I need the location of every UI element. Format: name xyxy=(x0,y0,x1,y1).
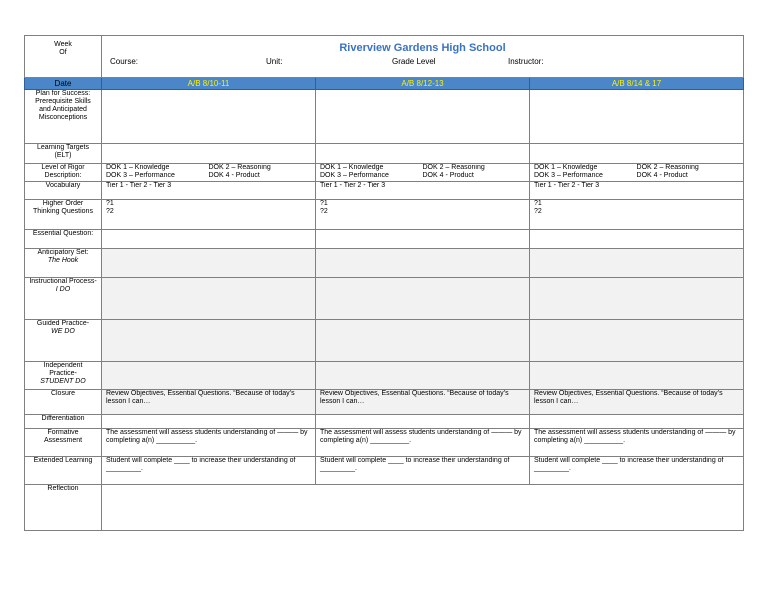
q2: ?2 xyxy=(106,208,114,215)
row-vocab xyxy=(25,182,744,200)
dok4: DOK 4 - Product xyxy=(636,172,688,179)
fa-label: Formative Assessment xyxy=(25,429,102,457)
elt-label: Learning Targets (ELT) xyxy=(25,144,102,164)
ind-label xyxy=(25,362,102,390)
cell[interactable] xyxy=(316,320,530,362)
reflection-cell[interactable] xyxy=(102,485,744,531)
ip-label xyxy=(25,278,102,320)
vocab-cell-1[interactable]: Tier 1 - Tier 2 - Tier 3 xyxy=(102,182,316,200)
cell[interactable] xyxy=(530,362,744,390)
eq-label: Essential Question: xyxy=(25,230,102,249)
rigor-label: Level of Rigor Description: xyxy=(25,164,102,182)
cell[interactable] xyxy=(530,249,744,278)
hook-label-b: The Hook xyxy=(47,257,79,264)
ind-label-a: Independent Practice- xyxy=(43,362,83,377)
date-col-2: A/B 8/12-13 xyxy=(316,78,530,90)
gp-label-b: WE DO xyxy=(51,328,75,335)
row-ip xyxy=(25,278,744,320)
cell[interactable] xyxy=(316,249,530,278)
dok1: DOK 1 – Knowledge xyxy=(106,164,170,171)
fa-cell-1[interactable]: The assessment will assess students understanding of ——— by completing a(n) __________. xyxy=(102,429,316,457)
row-elt xyxy=(25,144,744,164)
cell[interactable] xyxy=(530,278,744,320)
q2: ?2 xyxy=(534,208,542,215)
date-col-1: A/B 8/10-11 xyxy=(102,78,316,90)
cell[interactable] xyxy=(102,320,316,362)
hot-cell-3[interactable] xyxy=(530,200,744,230)
dok4: DOK 4 - Product xyxy=(208,172,260,179)
row-ind xyxy=(25,362,744,390)
lesson-plan-table xyxy=(24,35,744,531)
closure-cell-1[interactable]: Review Objectives, Essential Questions. “Because of today’s lesson I can… xyxy=(102,390,316,415)
q1: ?1 xyxy=(534,200,542,207)
row-fa xyxy=(25,429,744,457)
hot-label: Higher Order Thinking Questions xyxy=(25,200,102,230)
row-rigor xyxy=(25,164,744,182)
ind-label-b: STUDENT DO xyxy=(40,378,86,385)
cell[interactable] xyxy=(316,90,530,144)
row-ext xyxy=(25,457,744,485)
dok3: DOK 3 – Performance xyxy=(320,172,389,179)
row-closure xyxy=(25,390,744,415)
dok3: DOK 3 – Performance xyxy=(534,172,603,179)
rigor-cell-3[interactable] xyxy=(530,164,744,182)
cell[interactable] xyxy=(316,415,530,429)
plan-label: Plan for Success: Prerequisite Skills and Anticipated Misconceptions xyxy=(25,90,102,144)
closure-cell-3[interactable]: Review Objectives, Essential Questions. “Because of today’s lesson I can… xyxy=(530,390,744,415)
row-plan xyxy=(25,90,744,144)
row-eq xyxy=(25,230,744,249)
closure-label: Closure xyxy=(25,390,102,415)
closure-cell-2[interactable]: Review Objectives, Essential Questions. “Because of today’s lesson I can… xyxy=(316,390,530,415)
row-hook xyxy=(25,249,744,278)
instructor-field: Instructor: xyxy=(508,57,544,66)
row-refl xyxy=(25,485,744,531)
rigor-cell-2[interactable] xyxy=(316,164,530,182)
school-name: Riverview Gardens High School xyxy=(339,42,506,54)
diff-label: Differentiation xyxy=(25,415,102,429)
rigor-cell-1[interactable] xyxy=(102,164,316,182)
vocab-label: Vocabulary xyxy=(25,182,102,200)
q1: ?1 xyxy=(106,200,114,207)
cell[interactable] xyxy=(102,230,316,249)
dok1: DOK 1 – Knowledge xyxy=(320,164,384,171)
q1: ?1 xyxy=(320,200,328,207)
ip-label-b: I DO xyxy=(55,286,71,293)
q2: ?2 xyxy=(320,208,328,215)
hot-cell-1[interactable] xyxy=(102,200,316,230)
cell[interactable] xyxy=(530,415,744,429)
date-col-3: A/B 8/14 & 17 xyxy=(530,78,744,90)
school-header xyxy=(102,36,744,78)
row-diff xyxy=(25,415,744,429)
dok2: DOK 2 – Reasoning xyxy=(208,164,271,171)
ext-cell-2[interactable]: Student will complete ____ to increase their understanding of _________. xyxy=(316,457,530,485)
ip-label-a: Instructional Process- xyxy=(29,278,97,285)
cell[interactable] xyxy=(102,90,316,144)
date-label: Date xyxy=(25,78,102,90)
header-row xyxy=(25,36,744,78)
row-gp xyxy=(25,320,744,362)
cell[interactable] xyxy=(102,415,316,429)
vocab-cell-3[interactable]: Tier 1 - Tier 2 - Tier 3 xyxy=(530,182,744,200)
ext-label: Extended Learning xyxy=(25,457,102,485)
week-of-label: Week Of xyxy=(25,36,102,78)
cell[interactable] xyxy=(530,90,744,144)
hook-label xyxy=(25,249,102,278)
dok3: DOK 3 – Performance xyxy=(106,172,175,179)
dok1: DOK 1 – Knowledge xyxy=(534,164,598,171)
row-hot xyxy=(25,200,744,230)
cell[interactable] xyxy=(316,362,530,390)
grade-level-field: Grade Level xyxy=(392,57,436,66)
cell[interactable] xyxy=(530,230,744,249)
ext-cell-3[interactable]: Student will complete ____ to increase their understanding of _________. xyxy=(530,457,744,485)
gp-label xyxy=(25,320,102,362)
date-row xyxy=(25,78,744,90)
fa-cell-3[interactable]: The assessment will assess students understanding of ——— by completing a(n) __________. xyxy=(530,429,744,457)
cell[interactable] xyxy=(316,144,530,164)
meta-line xyxy=(106,58,739,72)
cell[interactable] xyxy=(530,320,744,362)
unit-field: Unit: xyxy=(266,57,283,66)
hot-cell-2[interactable] xyxy=(316,200,530,230)
dok4: DOK 4 - Product xyxy=(422,172,474,179)
cell[interactable] xyxy=(102,278,316,320)
ext-cell-1[interactable]: Student will complete ____ to increase their understanding of _________. xyxy=(102,457,316,485)
cell[interactable] xyxy=(316,230,530,249)
fa-cell-2[interactable]: The assessment will assess students understanding of ——— by completing a(n) __________. xyxy=(316,429,530,457)
cell[interactable] xyxy=(102,249,316,278)
cell[interactable] xyxy=(530,144,744,164)
cell[interactable] xyxy=(102,144,316,164)
cell[interactable] xyxy=(102,362,316,390)
course-field: Course: xyxy=(110,57,139,66)
dok2: DOK 2 – Reasoning xyxy=(422,164,485,171)
gp-label-a: Guided Practice- xyxy=(36,320,90,327)
cell[interactable] xyxy=(316,278,530,320)
hook-label-a: Anticipatory Set: xyxy=(37,249,89,256)
vocab-cell-2[interactable]: Tier 1 - Tier 2 - Tier 3 xyxy=(316,182,530,200)
refl-label: Reflection xyxy=(25,485,102,531)
dok2: DOK 2 – Reasoning xyxy=(636,164,699,171)
